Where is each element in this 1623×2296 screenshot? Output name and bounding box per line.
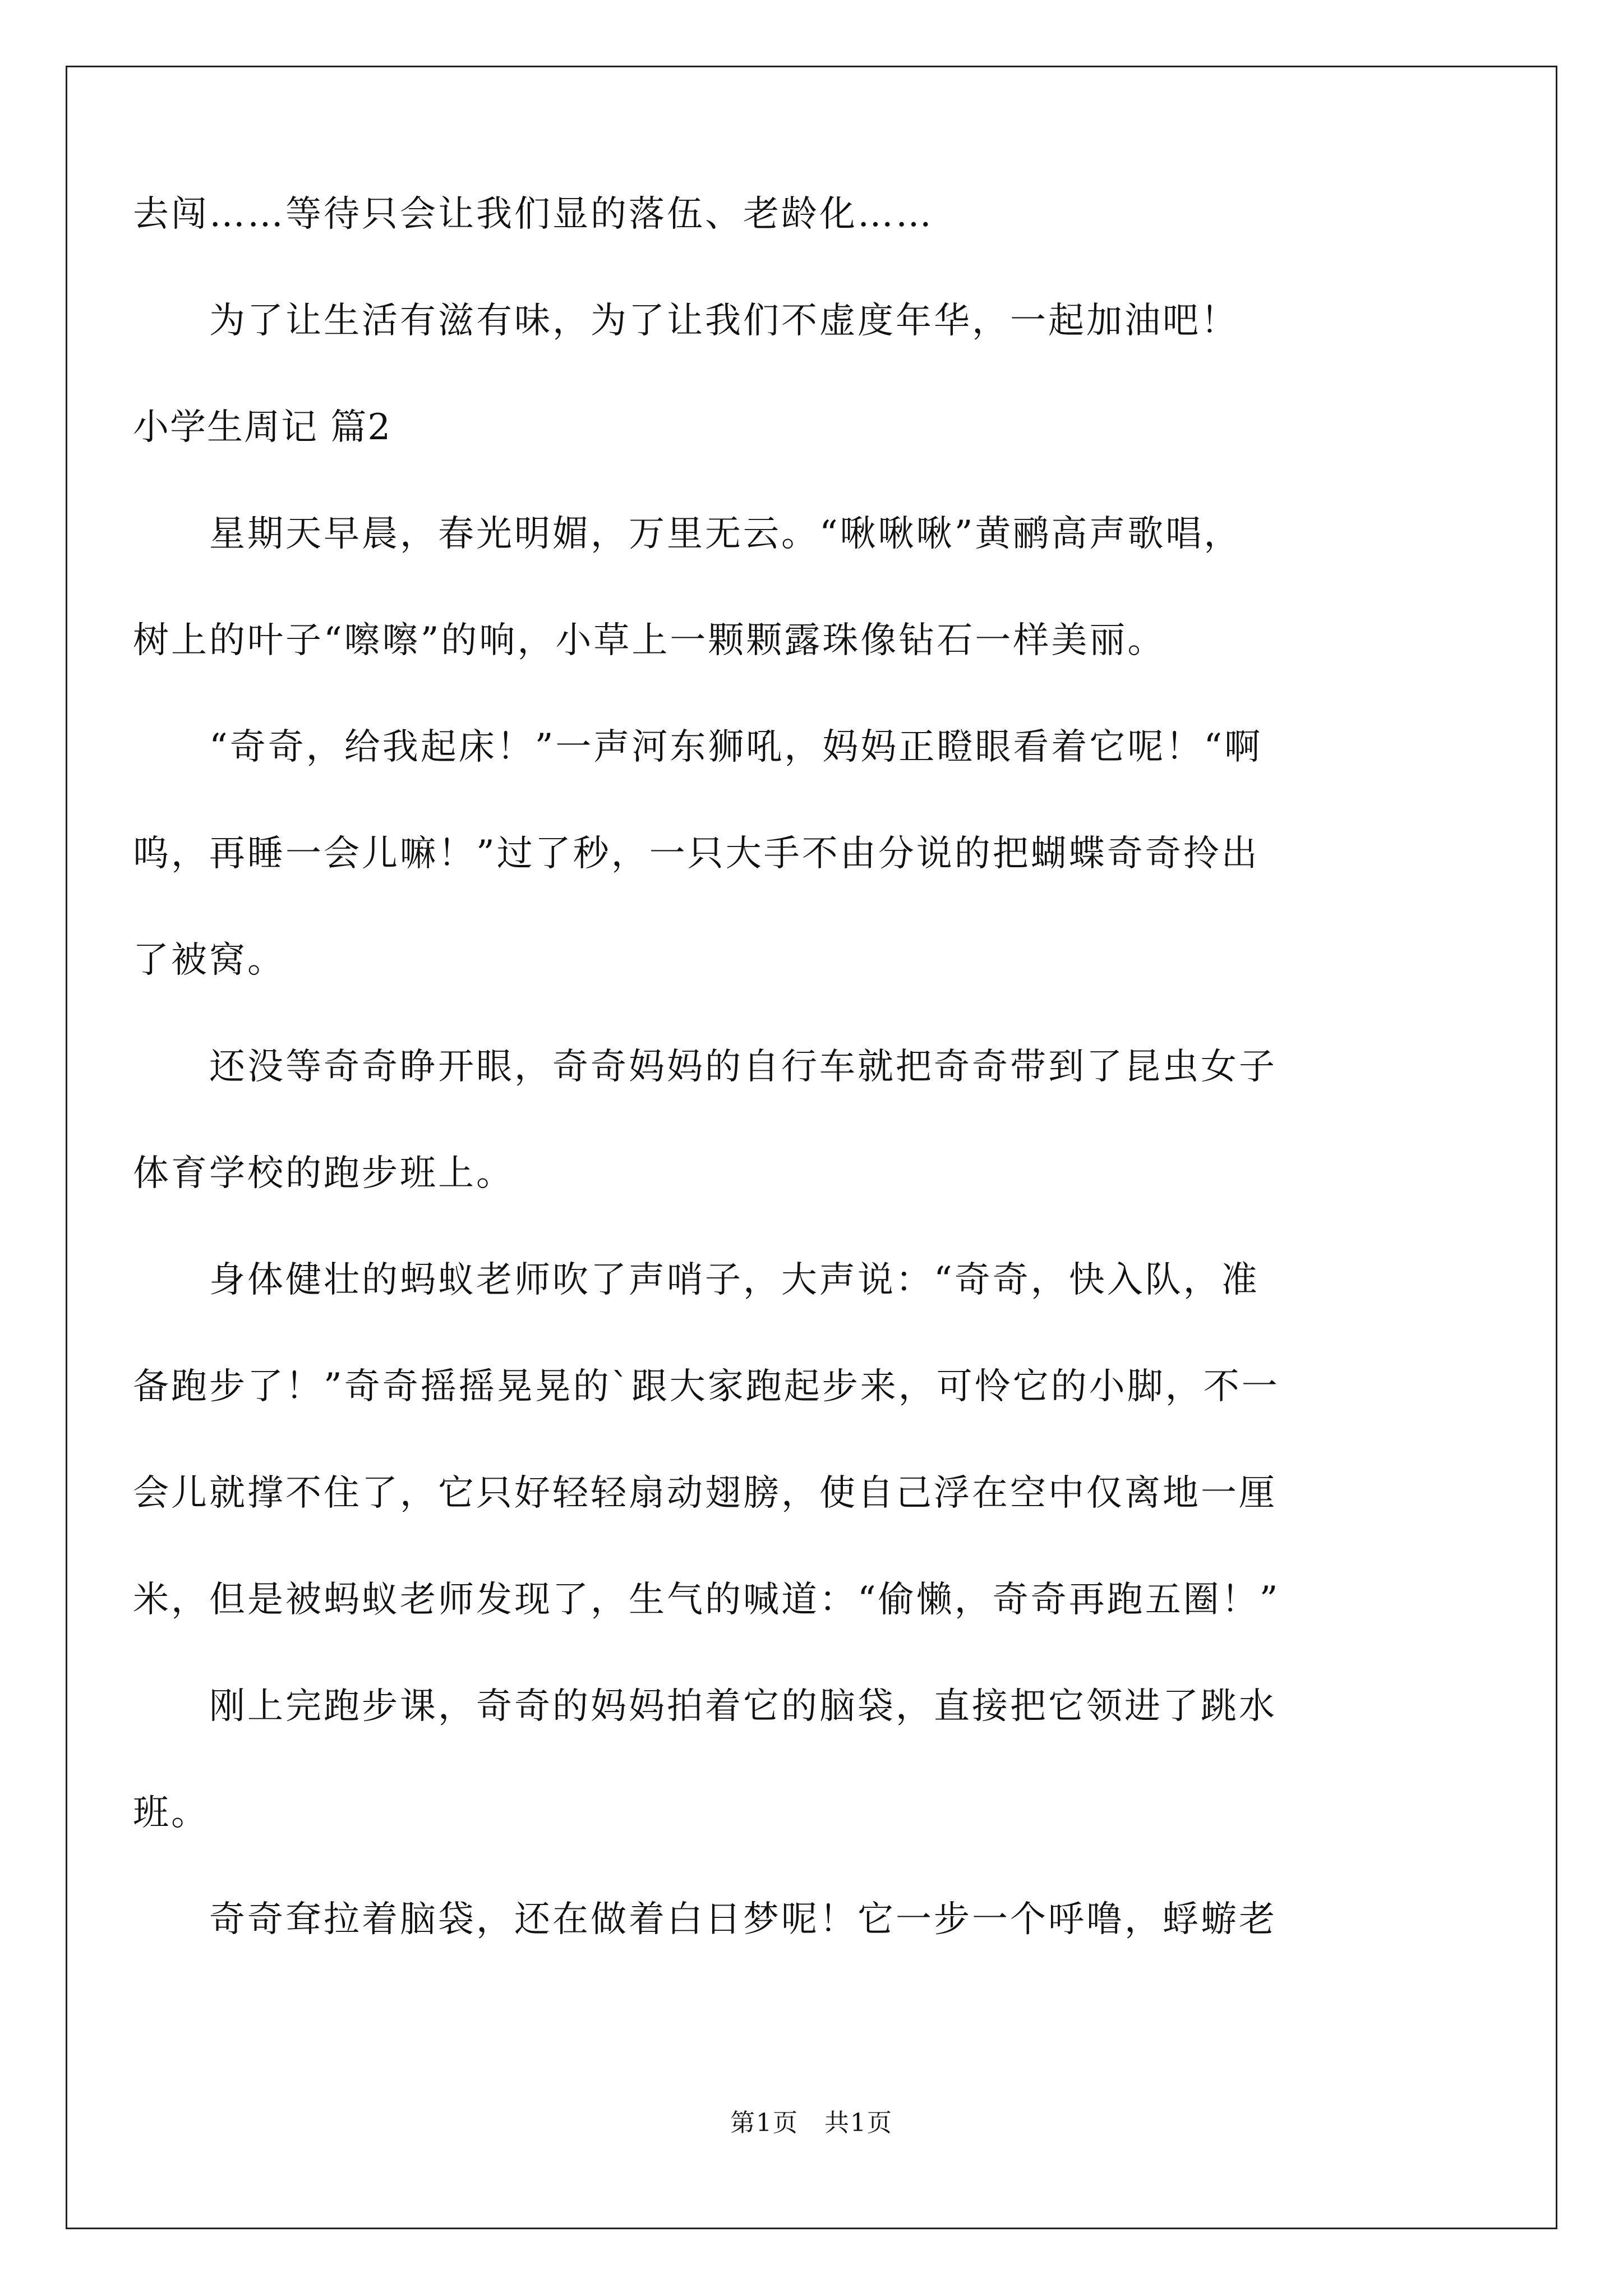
text-line: 了被窝。 xyxy=(133,940,285,981)
text-line: 呜，再睡一会儿嘛！”过了秒，一只大手不由分说的把蝴蝶奇奇拎出 xyxy=(133,833,1260,875)
text-line: 备跑步了！”奇奇摇摇晃晃的`跟大家跑起步来，可怜它的小脚，不一 xyxy=(133,1366,1280,1407)
section-heading: 小学生周记 篇2 xyxy=(133,407,392,448)
text-line: 身体健壮的蚂蚁老师吹了声哨子，大声说：“奇奇，快入队，准 xyxy=(133,1259,1260,1301)
text-line: 为了让生活有滋有味，为了让我们不虚度年华，一起加油吧！ xyxy=(133,300,1239,342)
text-line: “奇奇，给我起床！”一声河东狮吼，妈妈正瞪眼看着它呢！“啊 xyxy=(133,726,1263,768)
page-number: 第1页 共1页 xyxy=(730,2109,893,2137)
text-line: 体育学校的跑步班上。 xyxy=(133,1153,514,1194)
text-line: 刚上完跑步课，奇奇的妈妈拍着它的脑袋，直接把它领进了跳水 xyxy=(133,1686,1277,1727)
text-line: 班。 xyxy=(133,1792,209,1834)
text-line: 会儿就撑不住了，它只好轻轻扇动翅膀，使自己浮在空中仅离地一厘 xyxy=(133,1473,1277,1514)
text-line: 奇奇耷拉着脑袋，还在做着白日梦呢！它一步一个呼噜，蜉蝣老 xyxy=(133,1899,1277,1940)
text-line: 去闯……等待只会让我们显的落伍、老龄化…… xyxy=(133,194,934,235)
text-line: 树上的叶子“嚓嚓”的响，小草上一颗颗露珠像钻石一样美丽。 xyxy=(133,620,1166,661)
text-line: 米，但是被蚂蚁老师发现了，生气的喊道：“偷懒，奇奇再跑五圈！” xyxy=(133,1579,1280,1621)
text-line: 星期天早晨，春光明媚，万里无云。“啾啾啾”黄鹂高声歌唱， xyxy=(133,513,1242,555)
text-line: 还没等奇奇睁开眼，奇奇妈妈的自行车就把奇奇带到了昆虫女子 xyxy=(133,1046,1277,1088)
page-footer xyxy=(0,2106,1623,2140)
